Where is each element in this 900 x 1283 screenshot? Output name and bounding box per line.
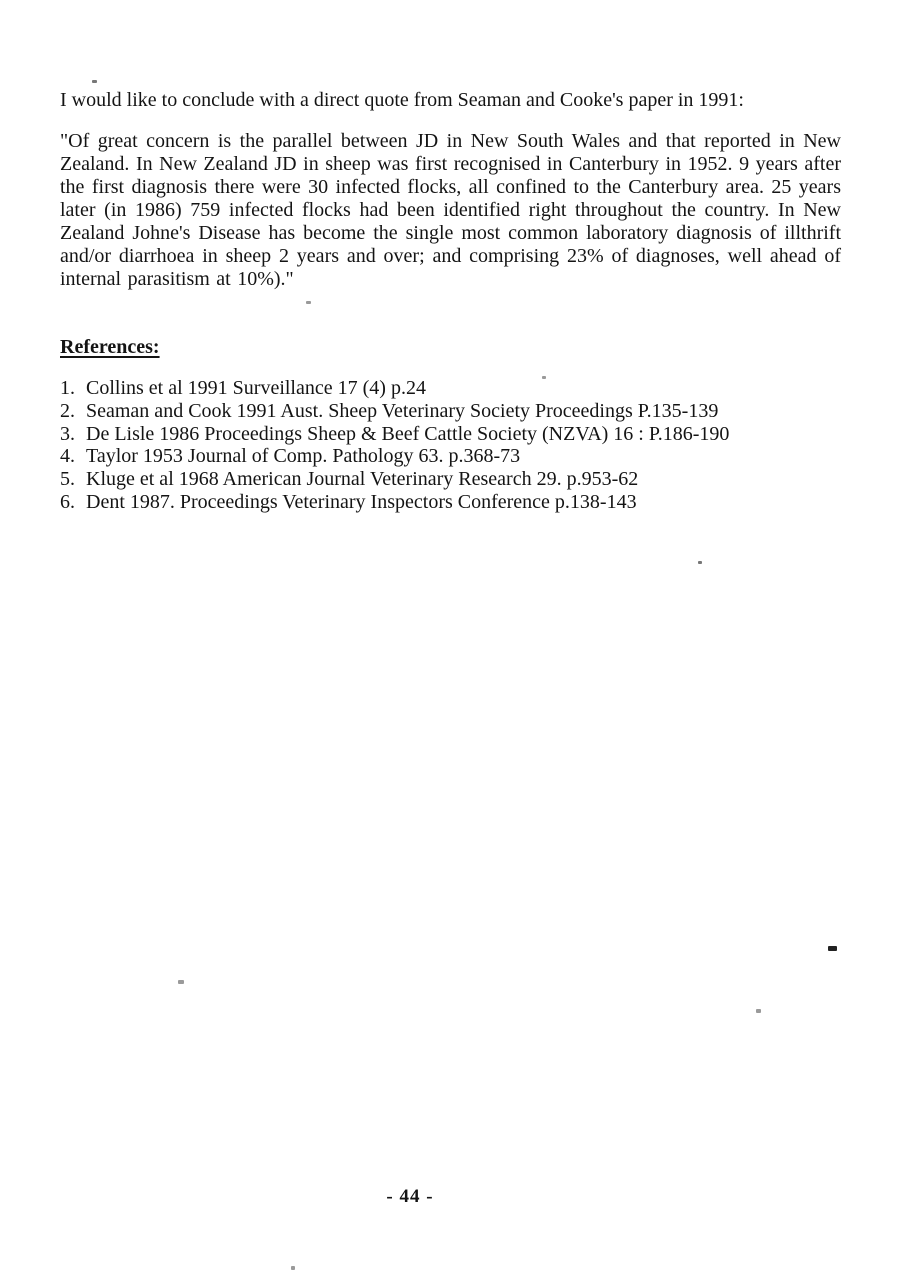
scan-speck bbox=[698, 561, 702, 564]
reference-item bbox=[60, 445, 841, 468]
reference-number: 4. bbox=[60, 445, 75, 468]
reference-item bbox=[60, 377, 841, 400]
scan-speck bbox=[756, 1009, 761, 1013]
scan-speck bbox=[178, 980, 184, 984]
references-heading: References: bbox=[60, 336, 160, 358]
reference-number: 5. bbox=[60, 468, 75, 491]
reference-text: Dent 1987. Proceedings Veterinary Inspectors Conference p.138-143 bbox=[86, 490, 637, 513]
reference-number: 1. bbox=[60, 377, 75, 399]
scan-speck bbox=[828, 946, 837, 951]
reference-text: Collins et al 1991 Surveillance 17 (4) p.24 bbox=[86, 377, 426, 399]
page-number: - 44 - bbox=[386, 1186, 434, 1207]
references-list bbox=[60, 377, 841, 514]
reference-number: 3. bbox=[60, 422, 75, 445]
scan-speck bbox=[291, 1266, 295, 1270]
reference-text: Kluge et al 1968 American Journal Veterinary Research 29. p.953-62 bbox=[86, 468, 639, 491]
reference-item bbox=[60, 468, 841, 491]
reference-number: 2. bbox=[60, 399, 75, 422]
reference-text: Taylor 1953 Journal of Comp. Pathology 63. p.368-73 bbox=[86, 445, 521, 468]
reference-item bbox=[60, 400, 841, 423]
reference-number: 6. bbox=[60, 490, 75, 513]
reference-text: De Lisle 1986 Proceedings Sheep & Beef Cattle Society (NZVA) 16 : P.186-190 bbox=[86, 422, 730, 445]
reference-text: Seaman and Cook 1991 Aust. Sheep Veterinary Society Proceedings P.135-139 bbox=[86, 399, 719, 422]
scan-speck bbox=[306, 301, 311, 304]
quote-paragraph: "Of great concern is the parallel between JD in New South Wales and that reported in New Zealand. In New Zealand JD in sheep was first recognised in Canterbury in 1952. 9 years after the first diagnosis there were 30 infected flocks, all confined to the Canterbury area. 25 years later (in 1986) 759 infected flocks had been identified right throughout the country. In New Zealand Johne's Disease has become the single most common laboratory diagnosis of illthrift and/or diarrhoea in sheep 2 years and over; and comprising 23% of diagnoses, well ahead of internal parasitism at 10%)." bbox=[60, 130, 841, 290]
scan-speck bbox=[92, 80, 97, 83]
intro-paragraph: I would like to conclude with a direct quote from Seaman and Cooke's paper in 1991: bbox=[60, 89, 744, 111]
reference-item bbox=[60, 423, 841, 446]
reference-item bbox=[60, 491, 841, 514]
